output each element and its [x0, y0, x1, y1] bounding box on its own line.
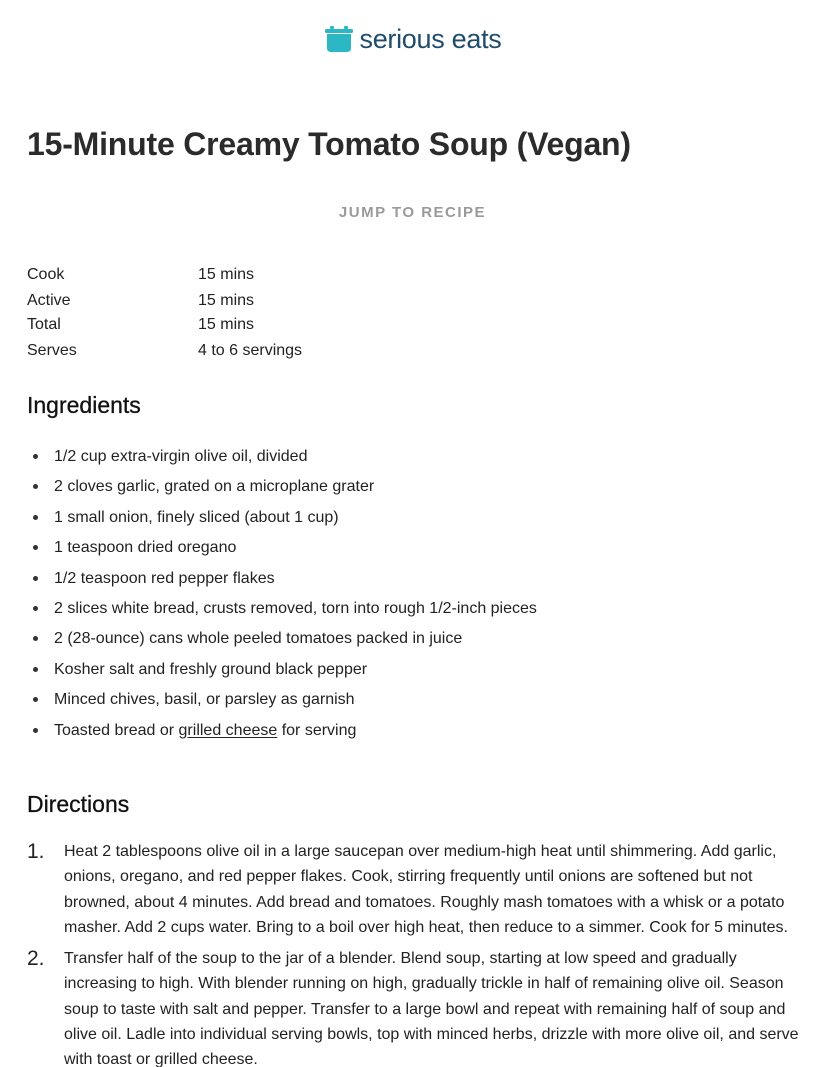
step-number: 2.: [27, 947, 45, 971]
bullet-icon: [33, 728, 38, 733]
bullet-icon: [33, 515, 38, 520]
direction-step: [27, 946, 812, 1067]
cooking-pot-icon: [324, 25, 354, 53]
meta-value: 15 mins: [198, 266, 255, 283]
meta-value: 15 mins: [198, 316, 255, 333]
jump-to-recipe-link[interactable]: JUMP TO RECIPE: [338, 204, 487, 221]
grilled-cheese-link[interactable]: grilled cheese: [178, 721, 278, 739]
ingredient-item: [27, 629, 537, 659]
ingredient-item: [27, 447, 537, 477]
meta-row-cook: [27, 266, 302, 292]
ingredient-item: [27, 660, 537, 690]
site-logo[interactable]: [324, 24, 502, 55]
ingredient-item: [27, 569, 537, 599]
ingredients-list: [27, 447, 537, 751]
meta-label: Total: [27, 316, 61, 333]
ingredient-item: [27, 508, 537, 538]
ingredient-text-before: Toasted bread or: [54, 721, 179, 739]
ingredient-item: [27, 599, 537, 629]
ingredient-item: [27, 721, 537, 751]
meta-value: 4 to 6 servings: [198, 342, 303, 359]
meta-row-total: [27, 316, 302, 342]
ingredient-text: 1 small onion, finely sliced (about 1 cup): [54, 508, 339, 526]
meta-row-active: [27, 292, 302, 316]
ingredient-text: 1 teaspoon dried oregano: [54, 539, 237, 557]
recipe-meta: [27, 266, 302, 366]
ingredient-item: [27, 477, 537, 507]
meta-row-serves: [27, 342, 302, 366]
ingredient-text: 2 cloves garlic, grated on a microplane grater: [54, 478, 375, 496]
bullet-icon: [33, 606, 38, 611]
ingredient-text: 2 (28-ounce) cans whole peeled tomatoes packed in juice: [54, 630, 463, 648]
directions-heading: Directions: [27, 791, 130, 817]
bullet-icon: [33, 697, 38, 702]
ingredient-text: 1/2 teaspoon red pepper flakes: [54, 569, 275, 587]
bullet-icon: [33, 576, 38, 581]
meta-label: Active: [27, 292, 71, 309]
logo-text: serious eats: [359, 23, 502, 54]
bullet-icon: [33, 484, 38, 489]
ingredients-heading: Ingredients: [27, 392, 141, 418]
ingredient-text: Minced chives, basil, or parsley as garnish: [54, 691, 355, 709]
step-text: Transfer half of the soup to the jar of a blender. Blend soup, starting at low speed and gradually increasing to high. With blender running on high, gradually trickle in half of remaining olive oil. Season soup to taste with salt and pepper. Transfer to a large bowl and repeat with remaining half of soup and olive oil. Ladle into individual serving bowls, top with minced herbs, drizzle with more olive oil, and serve with toast or grilled cheese.: [64, 950, 799, 1067]
page-title: 15-Minute Creamy Tomato Soup (Vegan): [27, 126, 631, 162]
bullet-icon: [33, 454, 38, 459]
step-number: 1.: [27, 840, 45, 863]
bullet-icon: [33, 667, 38, 672]
bullet-icon: [33, 636, 38, 641]
ingredient-item: [27, 690, 537, 720]
ingredient-text: 1/2 cup extra-virgin olive oil, divided: [54, 448, 308, 465]
step-text: Heat 2 tablespoons olive oil in a large saucepan over medium-high heat until shimmering. Add garlic, onions, oregano, and red pepper flakes. Cook, stirring frequently until onions are softened but not browned, about 4 minutes. Add bread and tomatoes. Roughly mash tomatoes with a whisk or a potato masher. Add 2 cups water. Bring to a boil over high heat, then reduce to a simmer. Cook for 5 minutes.: [64, 843, 788, 936]
ingredient-text: 2 slices white bread, crusts removed, torn into rough 1/2-inch pieces: [54, 599, 537, 617]
meta-value: 15 mins: [198, 292, 255, 309]
site-header: [0, 22, 825, 56]
bullet-icon: [33, 545, 38, 550]
ingredient-item: [27, 538, 537, 568]
meta-label: Serves: [27, 342, 77, 359]
ingredient-text-after: for serving: [277, 721, 357, 739]
meta-label: Cook: [27, 266, 65, 283]
ingredient-text: Kosher salt and freshly ground black pepper: [54, 660, 368, 678]
direction-step: [27, 839, 812, 940]
directions-list: [27, 839, 812, 1067]
